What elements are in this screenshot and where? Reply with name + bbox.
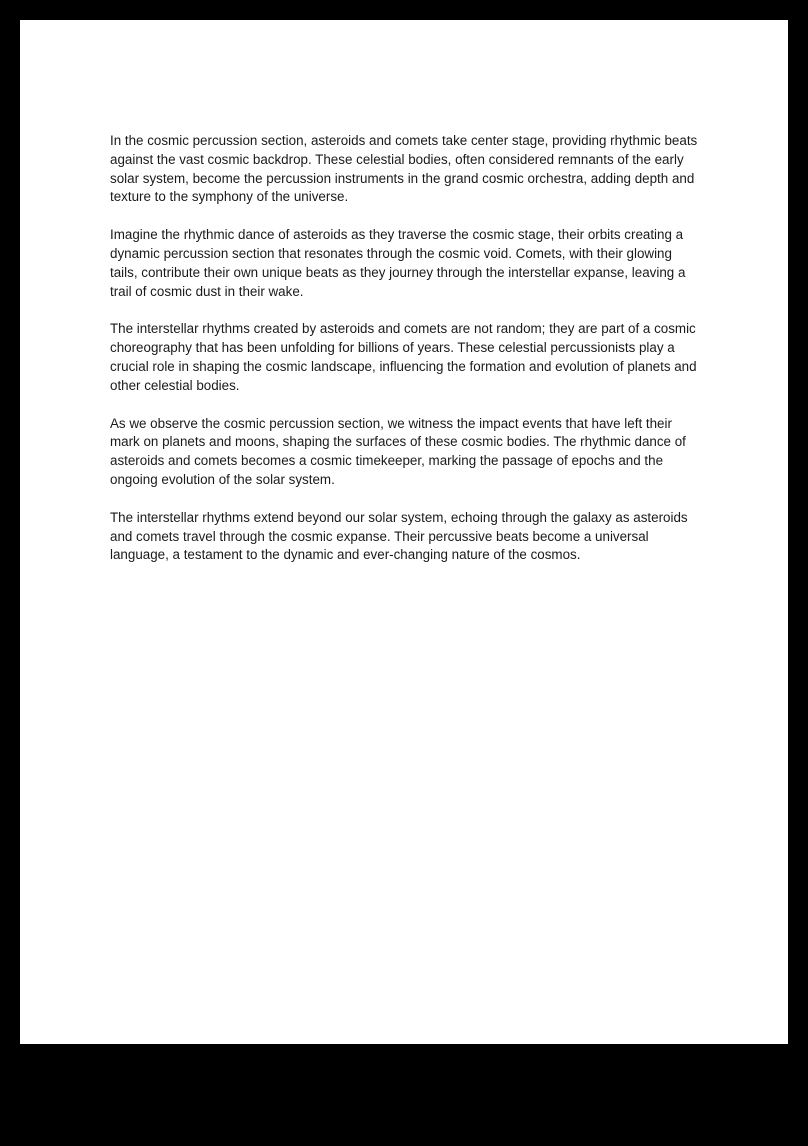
- document-page: [20, 20, 788, 1044]
- paragraph-2: Imagine the rhythmic dance of asteroids as they traverse the cosmic stage, their orbits creating a dynamic percussion section that resonates through the cosmic void. Comets, with their glowing tails, contribute their own unique beats as they journey through the interstellar expanse, leaving a trail of cosmic dust in their wake.: [110, 227, 686, 299]
- paragraph-4: As we observe the cosmic percussion section, we witness the impact events that have left their mark on planets and moons, shaping the surfaces of these cosmic bodies. The rhythmic dance of asteroids and comets becomes a cosmic timekeeper, marking the passage of epochs and the ongoing evolution of the solar system.: [110, 415, 686, 487]
- paragraph-5: The interstellar rhythms extend beyond our solar system, echoing through the galaxy as asteroids and comets travel through the cosmic expanse. Their percussive beats become a universal language, a testament to the dynamic and ever-changing nature of the cosmos.: [110, 509, 688, 563]
- document-body: [110, 132, 702, 584]
- paragraph-1: In the cosmic percussion section, asteroids and comets take center stage, providing rhythmic beats against the vast cosmic backdrop. These celestial bodies, often considered remnants of the early solar system, become the percussion instruments in the grand cosmic orchestra, adding depth and texture to the symphony of the universe.: [110, 133, 698, 205]
- paragraph-3: The interstellar rhythms created by asteroids and comets are not random; they are part of a cosmic choreography that has been unfolding for billions of years. These celestial percussionists play a crucial role in shaping the cosmic landscape, influencing the formation and evolution of planets and other celestial bodies.: [110, 321, 697, 393]
